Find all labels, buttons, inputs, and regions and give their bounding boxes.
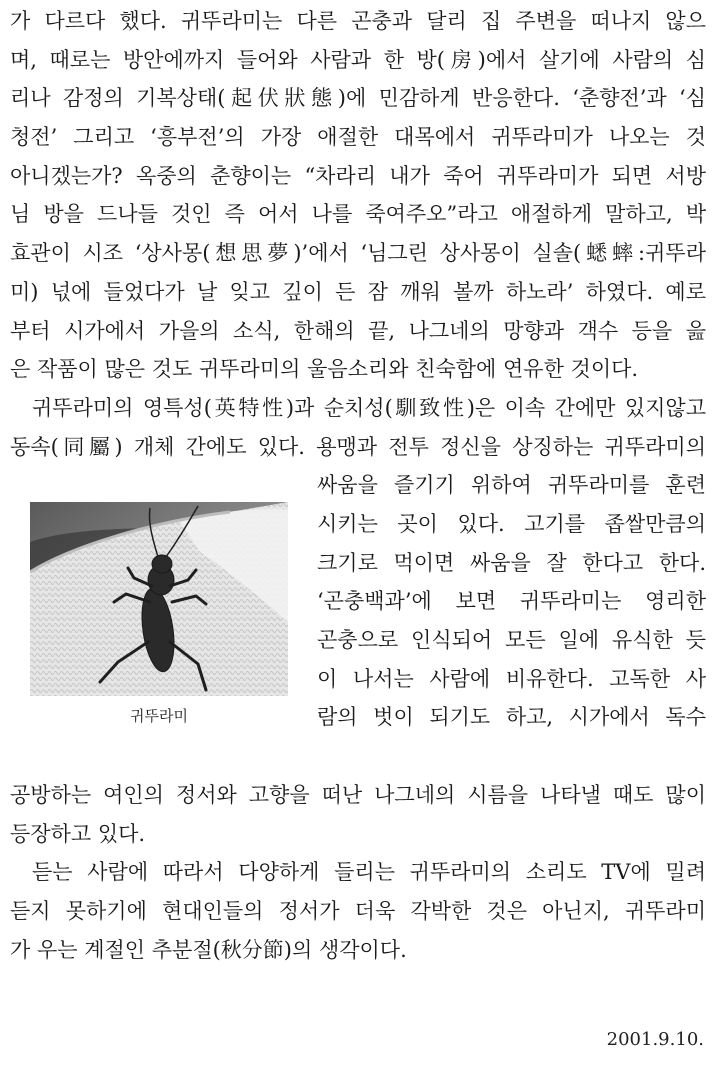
text-line: 부터 시가에서 가을의 소식, 한해의 끝, 나그네의 망향과 객수 등을 읊 <box>10 318 706 343</box>
text-line: 크기로 먹이면 싸움을 잘 한다고 한다. <box>317 550 706 575</box>
text-line: 며, 때로는 방안에까지 들어와 사람과 한 방(房)에서 살기에 사람의 심 <box>10 47 706 72</box>
figure-caption: 귀뚜라미 <box>130 707 188 726</box>
document-date: 2001.9.10. <box>606 1029 704 1050</box>
text-line: 님 방을 드나들 것인 즉 어서 나를 죽여주오”라고 애절하게 말하고, 박 <box>10 202 706 227</box>
paragraph-1 <box>10 2 706 389</box>
text-line: 등장하고 있다. <box>10 821 146 846</box>
figure-wrap-block <box>10 466 706 776</box>
text-line: 미) 넋에 들었다가 날 잊고 깊이 든 잠 깨워 볼까 하노라’ 하였다. 예로 <box>10 279 706 304</box>
paragraph-3 <box>10 853 706 969</box>
text-line: ‘곤충백과’에 보면 귀뚜라미는 영리한 <box>317 589 706 614</box>
text-line: 곤충으로 인식되어 모든 일에 유식한 듯 <box>317 628 706 652</box>
text-line: 싸움을 즐기기 위하여 귀뚜라미를 훈련 <box>317 473 706 498</box>
text-line: 귀뚜라미의 영특성(英特性)과 순치성(馴致性)은 이속 간에만 있지않고 <box>32 395 706 420</box>
text-line: 동속(同屬) 개체 간에도 있다. 용맹과 전투 정신을 상징하는 귀뚜라미의 <box>10 434 706 459</box>
text-line: 효관이 시조 ‘상사몽(想思夢)’에서 ‘님그린 상사몽이 실솔(蟋蟀:귀뚜라 <box>10 241 706 266</box>
figure <box>30 502 288 726</box>
text-line: 시키는 곳이 있다. 고기를 좁쌀만큼의 <box>317 511 706 536</box>
text-line: 공방하는 여인의 정서와 고향을 떠난 나그네의 시름을 나타낼 때도 많이 <box>10 782 706 807</box>
paragraph-2 <box>10 389 706 853</box>
text-line: 듣지 못하기에 현대인들의 정서가 더욱 각박한 것은 아닌지, 귀뚜라미 <box>10 898 706 923</box>
text-line: 가 우는 계절인 추분절(秋分節)의 생각이다. <box>10 937 407 962</box>
wrapped-text-column <box>317 466 706 737</box>
text-line: 람의 벗이 되기도 하고, 시가에서 독수 <box>317 705 706 730</box>
cricket-photo <box>30 502 288 696</box>
text-line: 이 나서는 사람에 비유한다. 고독한 사 <box>317 666 706 691</box>
text-line: 가 다르다 했다. 귀뚜라미는 다른 곤충과 달리 집 주변을 떠나지 않으 <box>10 9 706 33</box>
text-line: 리나 감정의 기복상태(起伏狀態)에 민감하게 반응한다. ‘춘향전’과 ‘심 <box>10 86 706 111</box>
text-line: 아니겠는가? 옥중의 춘향이는 “차라리 내가 죽어 귀뚜라미가 되면 서방 <box>10 163 706 188</box>
text-line: 듣는 사람에 따라서 다양하게 들리는 귀뚜라미의 소리도 TV에 밀려 <box>32 860 706 885</box>
text-line: 은 작품이 많은 것도 귀뚜라미의 울음소리와 친숙함에 연유한 것이다. <box>10 357 639 382</box>
text-line: 청전’ 그리고 ‘흥부전’의 가장 애절한 대목에서 귀뚜라미가 나오는 것 <box>10 125 706 150</box>
